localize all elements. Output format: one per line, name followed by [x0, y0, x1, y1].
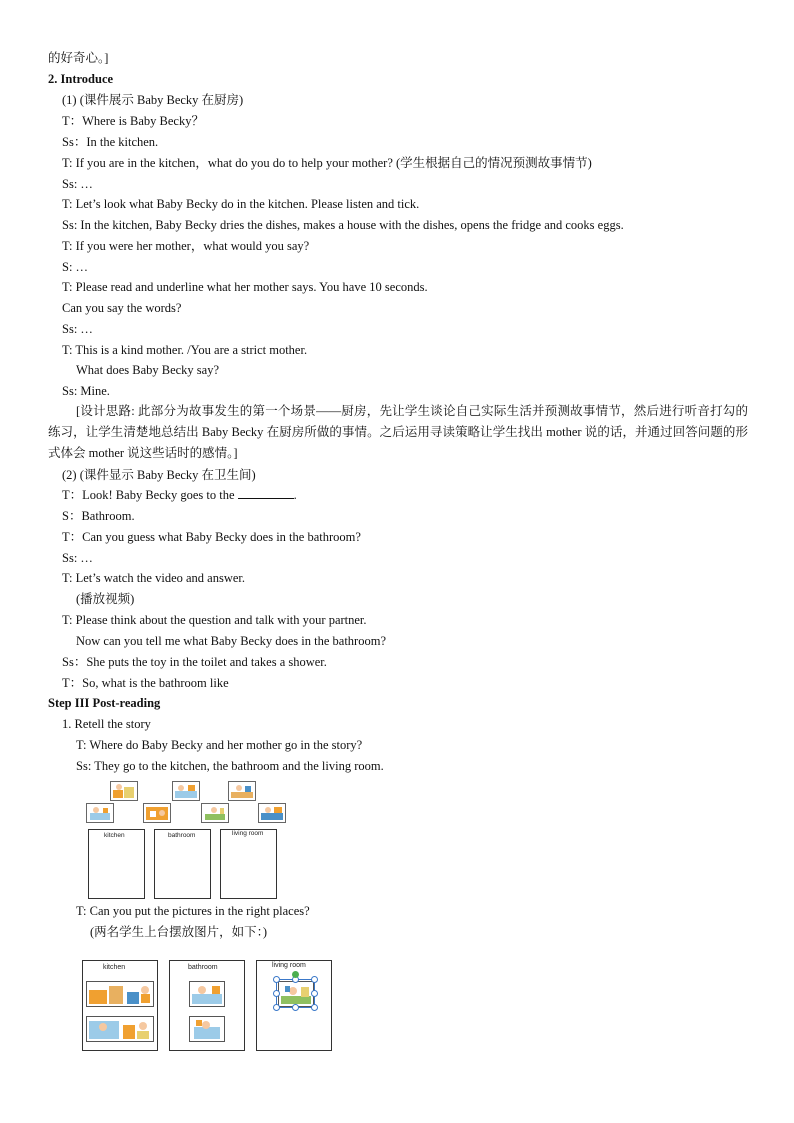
- text-line: T: Can you put the pictures in the right places?: [76, 904, 310, 918]
- box-label: living room: [232, 830, 264, 837]
- text-line: (两名学生上台摆放图片，如下：): [90, 925, 268, 939]
- text-line: Ss: …: [62, 177, 93, 191]
- rotate-handle[interactable]: [292, 971, 299, 978]
- text-line: Ss: Mine.: [62, 384, 110, 398]
- box-label: kitchen: [104, 832, 125, 839]
- text-line: (1) (课件展示 Baby Becky 在厨房): [62, 93, 244, 107]
- text-line: Ss: They go to the kitchen, the bathroom and the living room.: [76, 759, 384, 773]
- living-room-picture: [201, 803, 229, 823]
- box-label: bathroom: [188, 964, 218, 971]
- text-line: Now can you tell me what Baby Becky does in the bathroom?: [76, 634, 386, 648]
- text-line: S: …: [62, 260, 89, 274]
- text-line: Ss：She puts the toy in the toilet and takes a shower.: [62, 655, 327, 669]
- resize-handle[interactable]: [311, 976, 318, 983]
- text-line: Ss: In the kitchen, Baby Becky dries the dishes, makes a house with the dishes, opens the fridge and cooks eggs.: [62, 218, 624, 232]
- text-line: T: Please read and underline what her mother says. You have 10 seconds.: [62, 280, 428, 294]
- text-line-with-blank: [62, 487, 297, 503]
- kitchen-picture: [86, 981, 154, 1007]
- living-room-box: [220, 829, 277, 899]
- text-line: T: This is a kind mother. /You are a strict mother.: [62, 343, 308, 357]
- text-line: 1. Retell the story: [62, 717, 151, 731]
- text-line: T: Please think about the question and talk with your partner.: [62, 613, 367, 627]
- kitchen-picture: [110, 781, 138, 801]
- text-fragment: .: [293, 488, 297, 502]
- text-fragment: T：Look! Baby Becky goes to the: [62, 488, 235, 502]
- resize-handle[interactable]: [311, 990, 318, 997]
- text-line: T：Where is Baby Becky？: [62, 114, 204, 128]
- bathroom-picture: [86, 803, 114, 823]
- section-heading-introduce: 2. Introduce: [48, 72, 114, 86]
- text-line: T: If you are in the kitchen，what do you do to help your mother? (学生根据自己的情况预测故事情节): [62, 156, 592, 170]
- bathroom-box: [154, 829, 211, 899]
- text-line: T：So, what is the bathroom like: [62, 676, 229, 690]
- text-line: (2) (课件显示 Baby Becky 在卫生间): [62, 468, 256, 482]
- kitchen-box-filled: [82, 960, 158, 1051]
- text-line: T: Let’s watch the video and answer.: [62, 571, 246, 585]
- text-line: Ss: …: [62, 551, 93, 565]
- text-line: T：Can you guess what Baby Becky does in the bathroom?: [62, 530, 361, 544]
- text-line: Ss: …: [62, 322, 93, 336]
- kitchen-box: [88, 829, 145, 899]
- bathroom-picture: [172, 781, 200, 801]
- text-line: S：Bathroom.: [62, 509, 135, 523]
- text-line: T: Where do Baby Becky and her mother go in the story?: [76, 738, 363, 752]
- text-line: Can you say the words?: [62, 301, 182, 315]
- kitchen-picture: [143, 803, 171, 823]
- bathroom-picture: [189, 981, 225, 1007]
- text-line: 的好奇心。]: [48, 51, 109, 65]
- text-line: (播放视频): [76, 592, 135, 606]
- resize-handle[interactable]: [292, 1004, 299, 1011]
- kitchen-picture: [86, 1016, 154, 1042]
- resize-handle[interactable]: [311, 1004, 318, 1011]
- kitchen-picture: [228, 781, 256, 801]
- kitchen-picture: [258, 803, 286, 823]
- resize-handle[interactable]: [273, 990, 280, 997]
- section-heading-post-reading: Step III Post-reading: [48, 696, 161, 710]
- box-label: kitchen: [103, 964, 126, 971]
- living-room-box-filled: [256, 960, 332, 1051]
- text-line: T: If you were her mother，what would you say?: [62, 239, 310, 253]
- text-line: Ss：In the kitchen.: [62, 135, 159, 149]
- bathroom-picture: [189, 1016, 225, 1042]
- resize-handle[interactable]: [273, 976, 280, 983]
- text-line: T: Let’s look what Baby Becky do in the kitchen. Please listen and tick.: [62, 197, 420, 211]
- bathroom-box-filled: [169, 960, 245, 1051]
- box-label: living room: [272, 962, 306, 969]
- fill-in-blank: [238, 487, 294, 499]
- design-note-paragraph: [设计思路: 此部分为故事发生的第一个场景——厨房，先让学生谈论自己实际生活并预测故事情节，然后进行听音打勾的练习，让学生清楚地总结出 Baby Becky 在厨房所做的事情。之后运用寻读策略让学生找出 mother 说的话，并通过回答问题的形式体会 mother 说这些话时的感情。]: [48, 404, 748, 460]
- resize-handle[interactable]: [273, 1004, 280, 1011]
- box-label: bathroom: [168, 832, 196, 839]
- text-line: What does Baby Becky say?: [76, 363, 220, 377]
